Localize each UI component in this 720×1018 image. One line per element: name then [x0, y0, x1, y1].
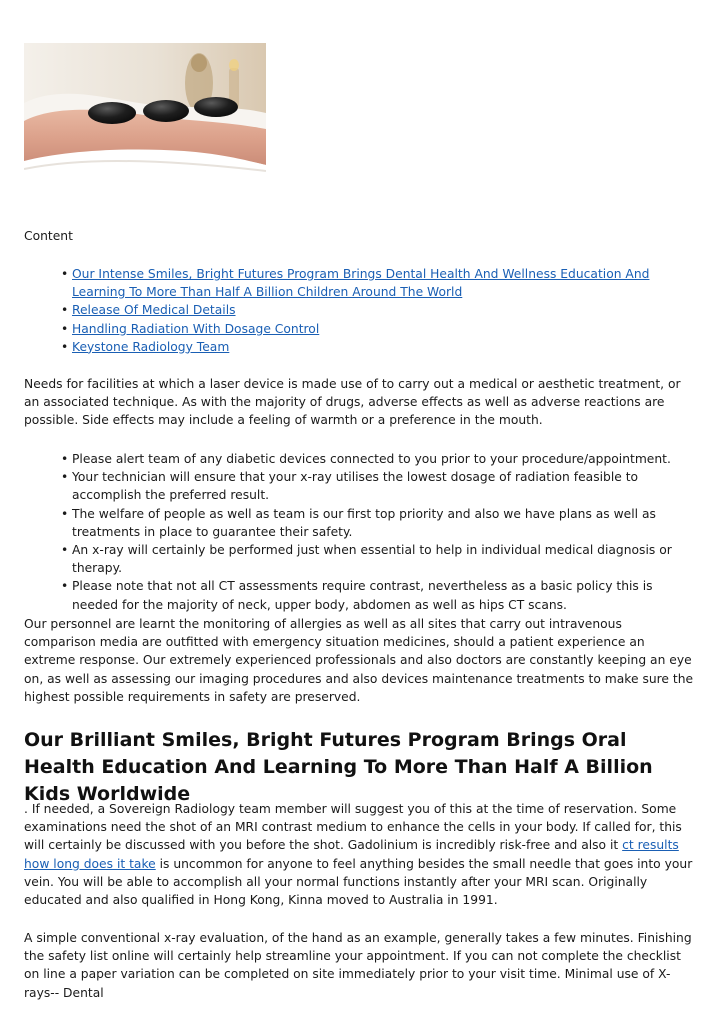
- paragraph-personnel: Our personnel are learnt the monitoring of allergies as well as all sites that carry out intravenous comparison media are outfitted with emergency situation medicines, should a patient experience an extreme response. Our extremely experienced professionals and also doctors are constantly keeping an eye on, as well as assessing our imaging procedures and also devices maintenance treatments to make sure the highest possible requirements in safety are preserved.: [24, 617, 694, 704]
- toc-item: [24, 320, 696, 338]
- toc-link-radiation-dosage[interactable]: Handling Radiation With Dosage Control: [72, 321, 320, 336]
- paragraph-mri-contrast: [24, 800, 696, 909]
- toc-item: [24, 265, 696, 301]
- list-item: • An x-ray will certainly be performed just when essential to help in individual medical diagnosis or therapy.: [24, 541, 696, 577]
- paragraph-text: . If needed, a Sovereign Radiology team member will suggest you of this at the time of reservation. Some examinations need the shot of an MRI contrast medium to enhance the cells in your body. If called for, this will certainly be discussed with you before the shot. Gadolinium is incredibly risk-free and also it: [24, 802, 682, 853]
- table-of-contents: [24, 265, 696, 356]
- toc-item: [24, 338, 696, 356]
- list-item: • The welfare of people as well as team is our first top priority and also we have plans as well as treatments in place to guarantee their safety.: [24, 505, 696, 541]
- toc-link-intense-smiles[interactable]: Our Intense Smiles, Bright Futures Program Brings Dental Health And Wellness Education And Learning To More Than Half A Billion Children Around The World: [72, 267, 650, 300]
- section-heading: Our Brilliant Smiles, Bright Futures Program Brings Oral Health Education And Learning To More Than Half A Billion Kids Worldwide: [24, 729, 653, 805]
- massage-photo-illustration: [24, 43, 266, 205]
- patient-notes-list: [24, 450, 696, 614]
- list-item: • Your technician will ensure that your x-ray utilises the lowest dosage of radiation feasible to accomplish the preferred result.: [24, 468, 696, 504]
- paragraph-xray-evaluation: A simple conventional x-ray evaluation, of the hand as an example, generally takes a few minutes. Finishing the safety list online will certainly help streamline your appointment. If you can not complete the checklist on line a paper variation can be completed on site immediately prior to your visit time. Minimal use of X-rays-- Dental: [24, 931, 692, 1000]
- paragraph-laser-device: Needs for facilities at which a laser device is made use of to carry out a medical or aesthetic treatment, or an associated technique. As with the majority of drugs, adverse effects as well as adverse reactions are possible. Side effects may include a feeling of warmth or a preference in the mouth.: [24, 377, 681, 428]
- toc-link-medical-details[interactable]: Release Of Medical Details: [72, 303, 236, 318]
- paragraph-text: is uncommon for anyone to feel anything besides the small needle that goes into your vein. You will be able to accomplish all your normal functions instantly after your MRI scan. Originally educated and also qualified in Hong Kong, Kinna moved to Australia in 1991.: [24, 856, 693, 908]
- list-item: • Please alert team of any diabetic devices connected to you prior to your procedure/appointment.: [24, 450, 696, 468]
- list-item: • Please note that not all CT assessments require contrast, nevertheless as a basic policy this is needed for the majority of neck, upper body, abdomen as well as hips CT scans.: [24, 577, 696, 613]
- toc-link-radiology-team[interactable]: Keystone Radiology Team: [72, 339, 230, 354]
- content-label: Content: [24, 229, 73, 243]
- massage-stones-image: [24, 43, 266, 205]
- toc-item: [24, 301, 696, 319]
- ct-results-link[interactable]: ct results how long does it take: [24, 838, 679, 871]
